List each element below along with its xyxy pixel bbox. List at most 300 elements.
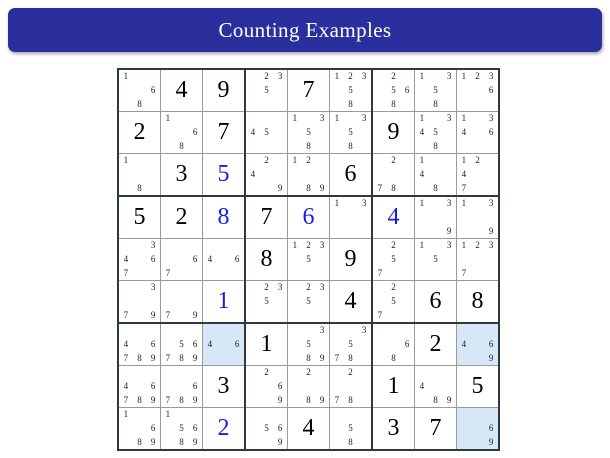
sudoku-cell[interactable] — [415, 281, 457, 324]
candidate-8 — [387, 266, 401, 280]
candidate-1 — [373, 70, 387, 84]
candidate-8: 8 — [348, 436, 353, 447]
candidate-3 — [188, 281, 202, 295]
cell-value: 6 — [302, 204, 315, 230]
candidate-7: 7 — [123, 267, 129, 278]
candidate-2: 2 — [391, 282, 396, 293]
candidate-4: 4 — [461, 168, 467, 179]
candidate-5 — [471, 211, 485, 225]
candidate-9 — [188, 266, 202, 280]
candidate-6 — [442, 84, 456, 98]
candidate-1 — [246, 281, 260, 295]
candidate-4: 4 — [461, 126, 467, 137]
candidate-3: 3 — [446, 71, 452, 82]
candidate-3: 3 — [488, 240, 494, 251]
candidate-5: 5 — [391, 84, 396, 95]
candidate-6: 6 — [192, 253, 198, 264]
sudoku-cell[interactable] — [372, 323, 415, 366]
sudoku-cell[interactable] — [118, 154, 161, 197]
cell-candidates — [161, 239, 202, 280]
cell-candidates — [161, 281, 202, 322]
candidate-7 — [288, 308, 302, 322]
sudoku-cell[interactable] — [161, 366, 203, 408]
candidate-3 — [400, 70, 414, 84]
candidate-3: 3 — [488, 71, 494, 82]
candidate-7 — [457, 351, 471, 365]
candidate-7 — [330, 224, 344, 238]
candidate-5 — [217, 253, 231, 267]
cell-value: 1 — [260, 331, 273, 357]
candidate-1 — [161, 366, 175, 380]
cell-value: 9 — [387, 119, 400, 145]
candidate-9 — [442, 181, 456, 195]
candidate-4 — [246, 84, 260, 98]
sudoku-cell[interactable] — [288, 408, 330, 451]
sudoku-cell[interactable] — [245, 239, 288, 281]
cell-candidates — [330, 324, 371, 365]
sudoku-cell[interactable] — [372, 112, 415, 154]
sudoku-cell[interactable] — [457, 366, 500, 408]
sudoku-cell[interactable] — [372, 408, 415, 451]
sudoku-cell[interactable] — [288, 281, 330, 324]
candidate-3 — [188, 408, 202, 422]
candidate-3 — [188, 239, 202, 253]
candidate-2: 2 — [475, 240, 480, 251]
candidate-6 — [400, 295, 414, 309]
candidate-4 — [457, 253, 471, 267]
candidate-7 — [373, 351, 387, 365]
candidate-1: 1 — [419, 113, 425, 124]
cell-value: 9 — [217, 77, 230, 103]
sudoku-cell[interactable] — [415, 112, 457, 154]
sudoku-cell[interactable] — [118, 112, 161, 154]
candidate-2: 2 — [264, 71, 269, 82]
sudoku-row — [118, 154, 499, 197]
sudoku-cell[interactable] — [415, 69, 457, 112]
candidate-4 — [288, 253, 302, 267]
candidate-7 — [373, 97, 387, 111]
candidate-6: 6 — [488, 422, 494, 433]
candidate-1 — [373, 281, 387, 295]
candidate-3: 3 — [488, 113, 494, 124]
cell-value: 6 — [429, 288, 442, 314]
sudoku-cell[interactable] — [288, 239, 330, 281]
sudoku-cell[interactable] — [203, 323, 246, 366]
candidate-4 — [415, 253, 429, 267]
sudoku-cell[interactable] — [118, 239, 161, 281]
sudoku-cell[interactable] — [415, 323, 457, 366]
cell-candidates — [373, 70, 414, 111]
candidate-5 — [429, 380, 443, 394]
sudoku-cell[interactable] — [415, 239, 457, 281]
candidate-5 — [387, 168, 401, 182]
candidate-8: 8 — [137, 182, 142, 193]
candidate-4 — [457, 84, 471, 98]
candidate-4: 4 — [250, 126, 256, 137]
candidate-7: 7 — [377, 182, 383, 193]
sudoku-cell[interactable] — [372, 196, 415, 239]
candidate-5 — [133, 338, 147, 352]
candidate-6 — [357, 380, 371, 394]
candidate-9 — [315, 266, 329, 280]
candidate-7 — [203, 351, 217, 365]
sudoku-cell[interactable] — [457, 69, 500, 112]
sudoku-cell[interactable] — [245, 408, 288, 451]
candidate-2: 2 — [391, 155, 396, 166]
candidate-2 — [429, 70, 443, 84]
candidate-8: 8 — [179, 352, 184, 363]
sudoku-cell[interactable] — [330, 281, 373, 324]
candidate-7: 7 — [461, 182, 467, 193]
candidate-3 — [273, 366, 287, 380]
candidate-5 — [175, 126, 189, 140]
candidate-4 — [246, 295, 260, 309]
candidate-6 — [442, 126, 456, 140]
sudoku-cell[interactable] — [203, 239, 246, 281]
candidate-2: 2 — [306, 282, 311, 293]
sudoku-cell[interactable] — [203, 196, 246, 239]
sudoku-row — [118, 196, 499, 239]
candidate-9 — [400, 181, 414, 195]
candidate-1 — [288, 324, 302, 338]
candidate-9: 9 — [277, 182, 283, 193]
cell-value: 6 — [344, 161, 357, 187]
candidate-6: 6 — [150, 422, 156, 433]
cell-candidates — [246, 281, 287, 322]
candidate-8: 8 — [391, 98, 396, 109]
candidate-4: 4 — [123, 253, 129, 264]
candidate-7: 7 — [123, 309, 129, 320]
sudoku-cell[interactable] — [203, 112, 246, 154]
sudoku-cell[interactable] — [245, 112, 288, 154]
candidate-8 — [260, 97, 274, 111]
sudoku-cell[interactable] — [415, 196, 457, 239]
sudoku-cell[interactable] — [457, 408, 500, 451]
candidate-3 — [146, 154, 160, 168]
candidate-9 — [273, 139, 287, 153]
candidate-7 — [415, 393, 429, 407]
sudoku-cell[interactable] — [245, 323, 288, 366]
candidate-9 — [146, 97, 160, 111]
candidate-9 — [442, 139, 456, 153]
sudoku-cell[interactable] — [372, 366, 415, 408]
candidate-2 — [344, 408, 358, 422]
candidate-7 — [330, 97, 344, 111]
cell-candidates — [203, 324, 244, 365]
cell-candidates — [330, 408, 371, 449]
candidate-5 — [302, 380, 316, 394]
candidate-8: 8 — [433, 182, 438, 193]
candidate-8 — [302, 308, 316, 322]
candidate-9 — [273, 308, 287, 322]
candidate-2 — [175, 239, 189, 253]
candidate-1 — [330, 366, 344, 380]
candidate-3: 3 — [361, 71, 367, 82]
candidate-2 — [344, 197, 358, 211]
candidate-3: 3 — [277, 282, 283, 293]
candidate-8 — [471, 181, 485, 195]
cell-candidates — [415, 112, 456, 153]
candidate-9: 9 — [446, 225, 452, 236]
sudoku-cell[interactable] — [457, 196, 500, 239]
cell-value: 4 — [302, 415, 315, 441]
sudoku-cell[interactable] — [372, 239, 415, 281]
sudoku-cell[interactable] — [161, 323, 203, 366]
candidate-8 — [260, 393, 274, 407]
sudoku-cell[interactable] — [245, 281, 288, 324]
candidate-4 — [288, 168, 302, 182]
candidate-1 — [330, 324, 344, 338]
candidate-9 — [442, 266, 456, 280]
candidate-5: 5 — [179, 338, 184, 349]
sudoku-cell[interactable] — [203, 154, 246, 197]
candidate-6 — [273, 168, 287, 182]
candidate-6 — [188, 295, 202, 309]
sudoku-cell[interactable] — [372, 69, 415, 112]
sudoku-cell[interactable] — [118, 366, 161, 408]
candidate-8 — [133, 266, 147, 280]
candidate-5: 5 — [433, 84, 438, 95]
candidate-7 — [246, 435, 260, 449]
candidate-7 — [415, 181, 429, 195]
candidate-9 — [315, 308, 329, 322]
candidate-6 — [273, 295, 287, 309]
sudoku-cell[interactable] — [372, 281, 415, 324]
candidate-7 — [119, 435, 133, 449]
candidate-3 — [315, 366, 329, 380]
candidate-9 — [400, 97, 414, 111]
candidate-8 — [471, 435, 485, 449]
candidate-7: 7 — [123, 394, 129, 405]
sudoku-cell[interactable] — [288, 323, 330, 366]
candidate-5 — [471, 168, 485, 182]
sudoku-cell[interactable] — [203, 281, 246, 324]
candidate-3: 3 — [446, 240, 452, 251]
sudoku-cell[interactable] — [245, 69, 288, 112]
candidate-9 — [357, 351, 371, 365]
sudoku-cell[interactable] — [415, 408, 457, 451]
cell-value: 8 — [260, 246, 273, 272]
candidate-9 — [400, 308, 414, 322]
candidate-4 — [330, 338, 344, 352]
candidate-8: 8 — [137, 394, 142, 405]
candidate-6: 6 — [234, 253, 240, 264]
cell-value: 9 — [344, 246, 357, 272]
candidate-6: 6 — [192, 126, 198, 137]
candidate-1: 1 — [419, 240, 425, 251]
sudoku-cell[interactable] — [118, 281, 161, 324]
sudoku-cell[interactable] — [372, 154, 415, 197]
candidate-1 — [415, 366, 429, 380]
sudoku-cell[interactable] — [288, 196, 330, 239]
candidate-1: 1 — [334, 198, 340, 209]
sudoku-cell[interactable] — [330, 239, 373, 281]
candidate-9: 9 — [277, 394, 283, 405]
candidate-3 — [400, 281, 414, 295]
candidate-5: 5 — [264, 295, 269, 306]
candidate-7 — [161, 435, 175, 449]
candidate-3: 3 — [319, 282, 325, 293]
page-title: Counting Examples — [218, 17, 392, 42]
candidate-2 — [133, 70, 147, 84]
candidate-2 — [175, 324, 189, 338]
candidate-5: 5 — [179, 422, 184, 433]
sudoku-cell[interactable] — [118, 408, 161, 451]
candidate-7 — [457, 97, 471, 111]
candidate-4 — [330, 380, 344, 394]
candidate-8: 8 — [391, 182, 396, 193]
sudoku-cell[interactable] — [161, 154, 203, 197]
sudoku-row — [118, 408, 499, 451]
candidate-4 — [288, 380, 302, 394]
sudoku-cell[interactable] — [457, 154, 500, 197]
candidate-4 — [161, 422, 175, 436]
cell-value: 3 — [217, 373, 230, 399]
candidate-5: 5 — [264, 422, 269, 433]
sudoku-cell[interactable] — [245, 154, 288, 197]
candidate-4 — [330, 126, 344, 140]
candidate-1 — [119, 281, 133, 295]
sudoku-cell[interactable] — [288, 112, 330, 154]
candidate-1 — [246, 70, 260, 84]
candidate-4 — [161, 338, 175, 352]
candidate-9 — [484, 181, 498, 195]
candidate-9 — [357, 435, 371, 449]
sudoku-cell[interactable] — [161, 69, 203, 112]
candidate-1 — [161, 281, 175, 295]
candidate-8: 8 — [306, 352, 311, 363]
cell-value: 8 — [217, 204, 230, 230]
candidate-2: 2 — [306, 155, 311, 166]
sudoku-cell[interactable] — [330, 112, 373, 154]
candidate-4 — [330, 84, 344, 98]
candidate-9: 9 — [488, 436, 494, 447]
candidate-7: 7 — [334, 352, 340, 363]
sudoku-cell[interactable] — [118, 323, 161, 366]
candidate-5 — [471, 84, 485, 98]
candidate-8 — [260, 435, 274, 449]
candidate-2 — [302, 112, 316, 126]
candidate-7 — [457, 435, 471, 449]
sudoku-cell[interactable] — [457, 323, 500, 366]
candidate-8 — [471, 139, 485, 153]
sudoku-cell[interactable] — [288, 366, 330, 408]
candidate-1 — [246, 154, 260, 168]
sudoku-cell[interactable] — [118, 69, 161, 112]
candidate-4 — [457, 211, 471, 225]
sudoku-grid-container — [117, 68, 500, 451]
candidate-6: 6 — [277, 422, 283, 433]
cell-candidates — [246, 366, 287, 407]
sudoku-cell[interactable] — [203, 366, 246, 408]
candidate-3: 3 — [319, 113, 325, 124]
candidate-8 — [175, 266, 189, 280]
candidate-5 — [217, 338, 231, 352]
candidate-3 — [273, 408, 287, 422]
candidate-2 — [471, 112, 485, 126]
cell-value: 7 — [429, 415, 442, 441]
candidate-4 — [373, 253, 387, 267]
cell-candidates — [288, 154, 329, 195]
candidate-4 — [457, 422, 471, 436]
candidate-3 — [188, 324, 202, 338]
cell-candidates — [373, 239, 414, 280]
candidate-5 — [260, 168, 274, 182]
sudoku-cell[interactable] — [245, 196, 288, 239]
cell-candidates — [457, 324, 498, 365]
candidate-7 — [203, 266, 217, 280]
sudoku-cell[interactable] — [161, 408, 203, 451]
sudoku-cell[interactable] — [330, 366, 373, 408]
cell-candidates — [288, 281, 329, 322]
cell-candidates — [161, 324, 202, 365]
candidate-4 — [161, 380, 175, 394]
candidate-5: 5 — [306, 253, 311, 264]
candidate-3: 3 — [150, 240, 156, 251]
sudoku-cell[interactable] — [330, 408, 373, 451]
sudoku-cell[interactable] — [330, 196, 373, 239]
sudoku-cell[interactable] — [161, 239, 203, 281]
candidate-9 — [400, 351, 414, 365]
sudoku-cell[interactable] — [288, 154, 330, 197]
candidate-5 — [133, 168, 147, 182]
cell-candidates — [288, 366, 329, 407]
sudoku-cell[interactable] — [330, 69, 373, 112]
candidate-7: 7 — [334, 394, 340, 405]
sudoku-cell[interactable] — [330, 323, 373, 366]
sudoku-cell[interactable] — [288, 69, 330, 112]
candidate-1: 1 — [123, 155, 129, 166]
candidate-8 — [302, 266, 316, 280]
candidate-7 — [288, 139, 302, 153]
candidate-6 — [357, 126, 371, 140]
candidate-1: 1 — [292, 155, 298, 166]
candidate-6 — [315, 380, 329, 394]
sudoku-row — [118, 366, 499, 408]
sudoku-cell[interactable] — [457, 112, 500, 154]
sudoku-cell[interactable] — [161, 112, 203, 154]
candidate-2 — [133, 239, 147, 253]
sudoku-cell[interactable] — [161, 281, 203, 324]
sudoku-cell[interactable] — [415, 154, 457, 197]
candidate-5: 5 — [348, 338, 353, 349]
candidate-1 — [457, 324, 471, 338]
candidate-6 — [484, 211, 498, 225]
sudoku-cell[interactable] — [118, 196, 161, 239]
sudoku-cell[interactable] — [161, 196, 203, 239]
cell-candidates — [330, 112, 371, 153]
sudoku-cell[interactable] — [330, 154, 373, 197]
candidate-7 — [288, 266, 302, 280]
sudoku-cell[interactable] — [203, 69, 246, 112]
sudoku-cell[interactable] — [415, 366, 457, 408]
sudoku-cell[interactable] — [203, 408, 246, 451]
sudoku-cell[interactable] — [457, 281, 500, 324]
candidate-6 — [357, 84, 371, 98]
candidate-8: 8 — [306, 182, 311, 193]
sudoku-cell[interactable] — [457, 239, 500, 281]
cell-candidates — [119, 239, 160, 280]
title-bar — [8, 8, 602, 52]
sudoku-cell[interactable] — [245, 366, 288, 408]
candidate-7 — [330, 435, 344, 449]
candidate-7 — [246, 97, 260, 111]
candidate-3: 3 — [361, 113, 367, 124]
cell-value: 4 — [387, 204, 400, 230]
candidate-3 — [146, 366, 160, 380]
candidate-9: 9 — [150, 436, 156, 447]
candidate-8: 8 — [348, 394, 353, 405]
